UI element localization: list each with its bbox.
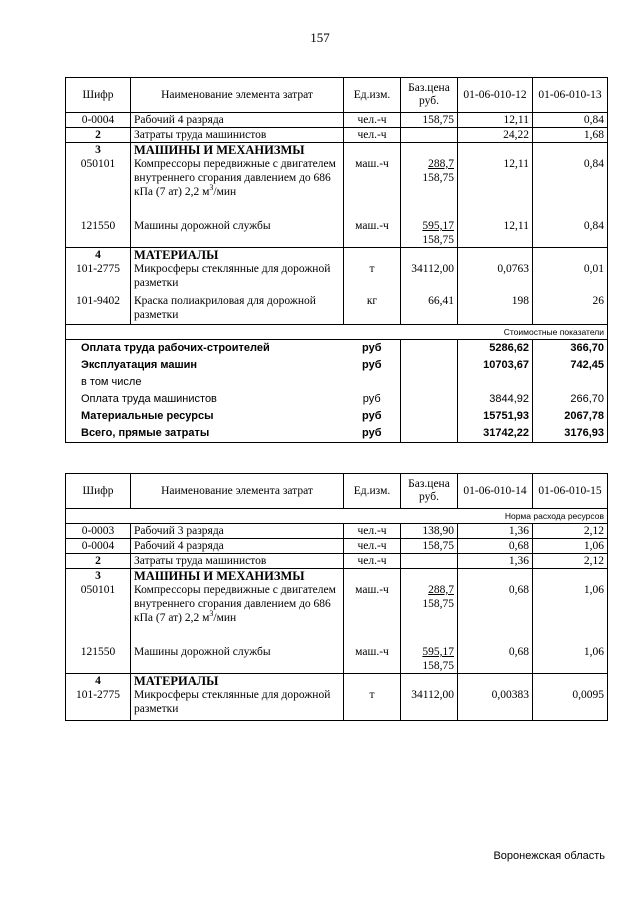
sum-row: Оплата труда машинистов руб 3844,92 266,70: [66, 391, 608, 408]
table-row: 2 Затраты труда машинистов чел.-ч 24,22 1,68: [66, 128, 608, 143]
header-name: Наименование элемента затрат: [131, 78, 344, 113]
header-col-1: 01-06-010-14: [458, 474, 533, 509]
section-row: 4 МАТЕРИАЛЫ: [66, 248, 608, 263]
item-name: Компрессоры передвижные с двигателем внутреннего сгорания давлением до 686 кПа (7 ат) 2,2 м: [134, 158, 336, 198]
header-code: Шифр: [66, 78, 131, 113]
header-col-2: 01-06-010-15: [533, 474, 608, 509]
table-row: 121550 Машины дорожной службы маш.-ч 595,17 158,75 0,68 1,06: [66, 645, 608, 674]
table-row: 0-0004 Рабочий 4 разряда чел.-ч 158,75 12,11 0,84: [66, 113, 608, 128]
table-row: 101-9402 Краска полиакриловая для дорожной разметки кг 66,41 198 26: [66, 294, 608, 324]
table-row: 101-2775 Микросферы стеклянные для дорожной разметки т 34112,00 0,00383 0,0095: [66, 688, 608, 720]
header-name: Наименование элемента затрат: [131, 474, 344, 509]
table-header: [66, 78, 608, 113]
cost-caption: Стоимостные показатели: [458, 324, 608, 339]
sum-row: Эксплуатация машин руб 10703,67 742,45: [66, 357, 608, 374]
table-header: [66, 474, 608, 509]
caption-row: [66, 509, 608, 524]
page-number: 157: [310, 30, 330, 45]
table-row: 101-2775 Микросферы стеклянные для дорожной разметки т 34112,00 0,0763 0,01: [66, 262, 608, 294]
norm-caption: Норма расхода ресурсов: [458, 509, 608, 524]
sum-row: Оплата труда рабочих-строителей руб 5286,62 366,70: [66, 339, 608, 357]
header-price: Баз.цена руб.: [401, 474, 458, 509]
header-code: Шифр: [66, 474, 131, 509]
section-row: 4 МАТЕРИАЛЫ: [66, 674, 608, 689]
table-row: 0-0003 Рабочий 3 разряда чел.-ч 138,90 1,36 2,12: [66, 524, 608, 539]
header-price: Баз.цена руб.: [401, 78, 458, 113]
section-row: 3 МАШИНЫ И МЕХАНИЗМЫ: [66, 143, 608, 158]
region-footer: Воронежская область: [493, 850, 605, 862]
section-row: 3 МАШИНЫ И МЕХАНИЗМЫ: [66, 569, 608, 584]
resource-table-2: [65, 473, 608, 721]
resource-table-1: [65, 77, 608, 443]
table-row: 0-0004 Рабочий 4 разряда чел.-ч 158,75 0,68 1,06: [66, 539, 608, 554]
table-row: 050101 Компрессоры передвижные с двигателем внутреннего сгорания давлением до 686 кПа (7 ат) 2,2 $м^3$/мин маш.-ч 288,7 158,75 12,11 0,84: [66, 157, 608, 219]
header-col-2: 01-06-010-13: [533, 78, 608, 113]
header-unit: Ед.изм.: [344, 78, 401, 113]
header-unit: Ед.изм.: [344, 474, 401, 509]
table-row: 121550 Машины дорожной службы маш.-ч 595,17 158,75 12,11 0,84: [66, 219, 608, 248]
table-row: 2 Затраты труда машинистов чел.-ч 1,36 2,12: [66, 554, 608, 569]
sum-row: Всего, прямые затраты руб 31742,22 3176,93: [66, 425, 608, 443]
caption-row: [66, 324, 608, 339]
sum-row: Материальные ресурсы руб 15751,93 2067,78: [66, 408, 608, 425]
item-name: Компрессоры передвижные с двигателем внутреннего сгорания давлением до 686 кПа (7 ат) 2,2 м: [134, 584, 336, 624]
header-col-1: 01-06-010-12: [458, 78, 533, 113]
sum-row: в том числе: [66, 374, 608, 391]
table-row: 050101 Компрессоры передвижные с двигателем внутреннего сгорания давлением до 686 кПа (7 ат) 2,2 $м^3$/мин маш.-ч 288,7 158,75 0,68 1,06: [66, 583, 608, 645]
